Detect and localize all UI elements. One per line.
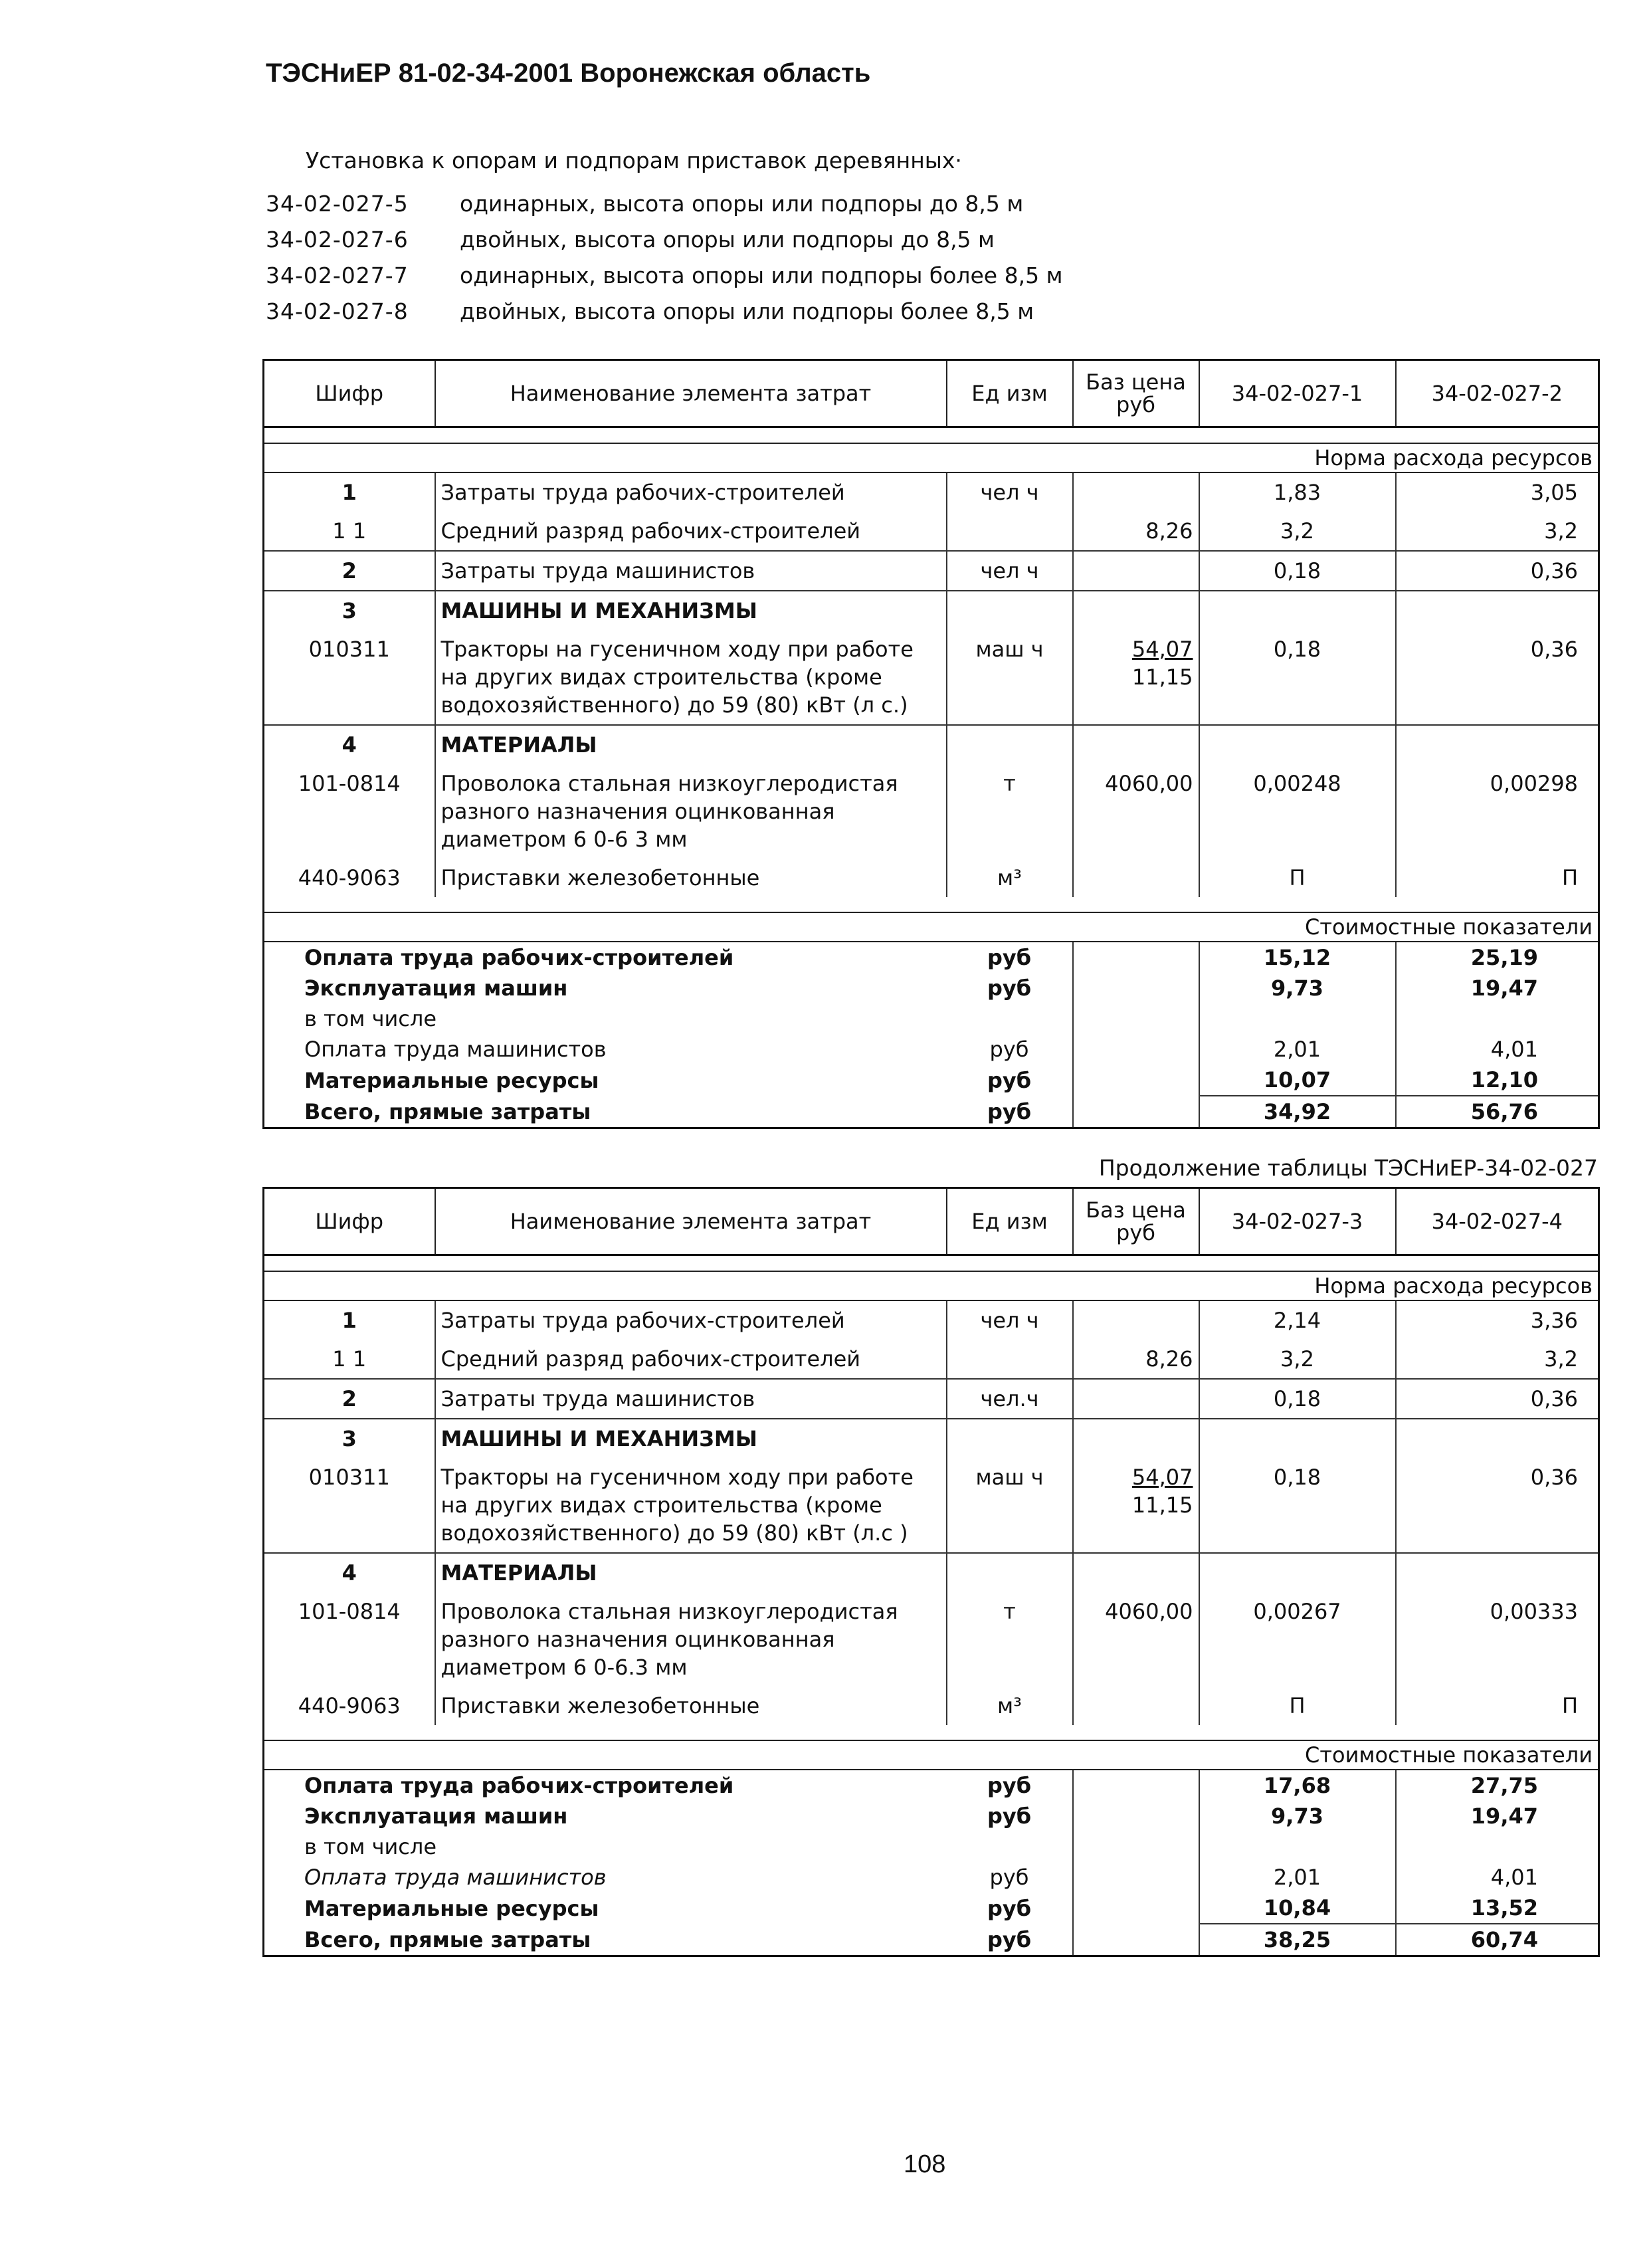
cost-value-b: 4,01 xyxy=(1490,1865,1538,1890)
cost-unit: руб xyxy=(947,1862,1073,1893)
cost-label: Эксплуатация машин xyxy=(304,976,568,1001)
row-price xyxy=(1073,630,1199,725)
header-price-line1: Баз цена xyxy=(1086,369,1186,395)
table-row-section xyxy=(264,591,1599,630)
header-name: Наименование элемента затрат xyxy=(435,1188,947,1255)
row-name: Проволока стальная низкоуглеродистая разного назначения оцинкованная диаметром 6 0-6.3 мм xyxy=(435,1592,947,1687)
row-unit: т xyxy=(947,1592,1073,1687)
section-norms xyxy=(264,443,1599,472)
intro-item xyxy=(266,185,1528,221)
row-name: Средний разряд рабочих-строителей xyxy=(435,1340,947,1379)
table-row-section xyxy=(264,1419,1599,1458)
intro-code: 34-02-027-7 xyxy=(266,262,409,288)
row-price-bottom: 11,15 xyxy=(1131,665,1193,690)
row-unit: маш ч xyxy=(947,630,1073,725)
row-name: Приставки железобетонные xyxy=(435,859,947,897)
cost-value-a: 2,01 xyxy=(1199,1862,1396,1893)
cost-unit: руб xyxy=(947,1065,1073,1096)
cost-value-a: 10,07 xyxy=(1199,1065,1396,1096)
table-row xyxy=(264,630,1599,725)
intro-text: одинарных, высота опоры или подпоры до 8,5 м xyxy=(460,190,1024,217)
cost-value-b: 27,75 xyxy=(1470,1773,1538,1798)
cost-value-b: 60,74 xyxy=(1470,1927,1538,1952)
table-row xyxy=(264,512,1599,551)
row-code: 010311 xyxy=(264,630,435,725)
cost-label: Всего, прямые затраты xyxy=(304,1926,591,1952)
row-price-bottom: 11,15 xyxy=(1131,1493,1193,1518)
cost-label: в том числе xyxy=(304,1834,437,1859)
header-price-line1: Баз цена xyxy=(1086,1197,1186,1223)
cost-value-a: 9,73 xyxy=(1199,1801,1396,1831)
row-name: Проволока стальная низкоуглеродистая разного назначения оцинкованная диаметром 6 0-6 3 мм xyxy=(435,764,947,859)
row-value-a: П xyxy=(1199,1687,1396,1725)
table-row xyxy=(264,859,1599,897)
table-row xyxy=(264,1379,1599,1419)
header-col-a: 34-02-027-3 xyxy=(1199,1188,1396,1255)
header-col-b: 34-02-027-2 xyxy=(1396,360,1599,427)
intro-text: двойных, высота опоры или подпоры более 8,5 м xyxy=(460,298,1034,324)
intro-code: 34-02-027-5 xyxy=(266,190,409,217)
row-value-b: 0,36 xyxy=(1396,1379,1599,1419)
table-row xyxy=(264,764,1599,859)
row-code: 1 1 xyxy=(264,1340,435,1379)
row-code: 101-0814 xyxy=(264,764,435,859)
row-unit: т xyxy=(947,764,1073,859)
cost-row xyxy=(264,942,1599,973)
cost-label: Оплата труда машинистов xyxy=(304,1037,607,1062)
row-value-a: 3,2 xyxy=(1199,1340,1396,1379)
intro-text: одинарных, высота опоры или подпоры более 8,5 м xyxy=(460,262,1063,288)
cost-row xyxy=(264,1034,1599,1065)
header-cipher: Шифр xyxy=(264,1188,435,1255)
cost-row xyxy=(264,1924,1599,1956)
row-value-b: 3,2 xyxy=(1544,518,1578,544)
row-name: Тракторы на гусеничном ходу при работе на других видах строительства (кроме водохозяйственного) до 59 (80) кВт (л.с ) xyxy=(435,1458,947,1553)
row-unit: чел ч xyxy=(947,1300,1073,1340)
cost-row xyxy=(264,1003,1599,1034)
cost-value-a: 2,01 xyxy=(1199,1034,1396,1065)
row-unit: чел ч xyxy=(947,472,1073,512)
row-name: МАШИНЫ И МЕХАНИЗМЫ xyxy=(435,1419,947,1458)
row-value-b: 0,36 xyxy=(1396,551,1599,591)
row-price: 8,26 xyxy=(1073,1340,1199,1379)
intro-item xyxy=(266,221,1528,257)
table-continuation-caption: Продолжение таблицы ТЭСНиЕР-34-02-027 xyxy=(1098,1155,1598,1181)
cost-value-a: 10,84 xyxy=(1199,1893,1396,1924)
row-value-a: 2,14 xyxy=(1199,1300,1396,1340)
cost-row xyxy=(264,1862,1599,1893)
cost-value-b: 25,19 xyxy=(1470,945,1538,970)
cost-value-a: 9,73 xyxy=(1199,973,1396,1003)
row-value-a: 0,18 xyxy=(1199,1379,1396,1419)
table-row xyxy=(264,1300,1599,1340)
cost-row xyxy=(264,1065,1599,1096)
row-price: 4060,00 xyxy=(1073,764,1199,859)
section-norms-label: Норма расхода ресурсов xyxy=(264,1271,1599,1300)
table-header-row xyxy=(264,1188,1599,1255)
cost-row xyxy=(264,1096,1599,1128)
row-value-a: 0,00248 xyxy=(1199,764,1396,859)
row-code: 4 xyxy=(264,725,435,764)
table-row xyxy=(264,472,1599,512)
row-code: 1 xyxy=(264,472,435,512)
row-code: 440-9063 xyxy=(264,859,435,897)
row-price xyxy=(1073,1379,1199,1419)
row-value-b: П xyxy=(1561,865,1578,890)
table-row xyxy=(264,1458,1599,1553)
row-price: 4060,00 xyxy=(1073,1592,1199,1687)
row-code: 101-0814 xyxy=(264,1592,435,1687)
row-name: МАШИНЫ И МЕХАНИЗМЫ xyxy=(435,591,947,630)
row-price xyxy=(1073,1687,1199,1725)
header-col-a: 34-02-027-1 xyxy=(1199,360,1396,427)
cost-value-b: 19,47 xyxy=(1470,976,1538,1001)
page-title: ТЭСНиЕР 81-02-34-2001 Воронежская область xyxy=(266,58,871,88)
cost-value-b: 12,10 xyxy=(1396,1065,1599,1096)
cost-unit: руб xyxy=(947,1924,1073,1956)
row-unit: м³ xyxy=(947,859,1073,897)
row-unit: чел.ч xyxy=(947,1379,1073,1419)
row-value-a: 0,18 xyxy=(1199,1458,1396,1553)
row-code: 4 xyxy=(264,1553,435,1592)
header-base-price xyxy=(1073,1188,1199,1255)
header-price-line2: руб xyxy=(1116,1220,1155,1245)
header-cipher: Шифр xyxy=(264,360,435,427)
row-price: 8,26 xyxy=(1073,512,1199,551)
table-row-section xyxy=(264,1553,1599,1592)
cost-unit: руб xyxy=(947,942,1073,973)
row-name: МАТЕРИАЛЫ xyxy=(435,725,947,764)
row-unit xyxy=(947,1340,1073,1379)
table-row xyxy=(264,1687,1599,1725)
intro-code: 34-02-027-6 xyxy=(266,226,409,253)
table-header-row xyxy=(264,360,1599,427)
row-value-a: 0,18 xyxy=(1199,630,1396,725)
header-name: Наименование элемента затрат xyxy=(435,360,947,427)
row-code: 010311 xyxy=(264,1458,435,1553)
row-price xyxy=(1073,551,1199,591)
cost-unit: руб xyxy=(947,1801,1073,1831)
row-value-a: 1,83 xyxy=(1199,472,1396,512)
cost-label: Оплата труда рабочих-строителей xyxy=(304,945,734,970)
cost-value-a: 17,68 xyxy=(1199,1770,1396,1801)
intro-heading: Установка к опорам и подпорам приставок деревянных· xyxy=(306,148,962,173)
table-row-section xyxy=(264,725,1599,764)
cost-row xyxy=(264,1893,1599,1924)
row-name: Затраты труда рабочих-строителей xyxy=(435,1300,947,1340)
row-name: Затраты труда машинистов xyxy=(435,1379,947,1419)
row-code: 2 xyxy=(264,551,435,591)
row-value-a: 0,18 xyxy=(1199,551,1396,591)
cost-row xyxy=(264,973,1599,1003)
row-price xyxy=(1073,1458,1199,1553)
row-code: 3 xyxy=(264,591,435,630)
row-value-a: 3,2 xyxy=(1199,512,1396,551)
cost-value-b: 13,52 xyxy=(1396,1893,1599,1924)
section-costs xyxy=(264,912,1599,942)
section-costs-label: Стоимостные показатели xyxy=(264,1740,1599,1770)
header-price-line2: руб xyxy=(1116,392,1155,417)
cost-label: Всего, прямые затраты xyxy=(304,1098,591,1124)
row-unit: чел ч xyxy=(947,551,1073,591)
row-price xyxy=(1073,472,1199,512)
table-row xyxy=(264,551,1599,591)
row-value-b: 3,05 xyxy=(1530,480,1578,505)
row-name: Средний разряд рабочих-строителей xyxy=(435,512,947,551)
intro-item xyxy=(266,257,1528,293)
row-value-b: 0,36 xyxy=(1530,1465,1578,1490)
row-price xyxy=(1073,859,1199,897)
cost-label: Оплата труда рабочих-строителей xyxy=(304,1773,734,1798)
section-costs xyxy=(264,1740,1599,1770)
cost-label: Материальные ресурсы xyxy=(304,1895,599,1921)
row-name: Тракторы на гусеничном ходу при работе на других видах строительства (кроме водохозяйственного) до 59 (80) кВт (л с.) xyxy=(435,630,947,725)
row-name: МАТЕРИАЛЫ xyxy=(435,1553,947,1592)
row-value-b: 3,2 xyxy=(1544,1346,1578,1372)
row-value-a: П xyxy=(1199,859,1396,897)
cost-unit: руб xyxy=(947,1770,1073,1801)
cost-value-a: 38,25 xyxy=(1199,1924,1396,1956)
row-value-b: П xyxy=(1561,1693,1578,1718)
header-unit: Ед изм xyxy=(947,360,1073,427)
cost-value-b: 19,47 xyxy=(1470,1804,1538,1829)
header-base-price xyxy=(1073,360,1199,427)
cost-label: Оплата труда машинистов xyxy=(304,1865,607,1890)
cost-label: Эксплуатация машин xyxy=(304,1804,568,1829)
intro-block xyxy=(266,148,1528,329)
section-costs-label: Стоимостные показатели xyxy=(264,912,1599,942)
row-code: 3 xyxy=(264,1419,435,1458)
cost-value-b: 4,01 xyxy=(1490,1037,1538,1062)
section-norms xyxy=(264,1271,1599,1300)
cost-row xyxy=(264,1831,1599,1862)
row-unit: м³ xyxy=(947,1687,1073,1725)
cost-label: в том числе xyxy=(304,1006,437,1031)
cost-row xyxy=(264,1770,1599,1801)
resource-table-1 xyxy=(262,359,1600,1129)
cost-value-a: 34,92 xyxy=(1199,1096,1396,1128)
cost-unit: руб xyxy=(947,973,1073,1003)
row-code: 1 xyxy=(264,1300,435,1340)
row-code: 440-9063 xyxy=(264,1687,435,1725)
cost-row xyxy=(264,1801,1599,1831)
header-col-b: 34-02-027-4 xyxy=(1396,1188,1599,1255)
row-name: Приставки железобетонные xyxy=(435,1687,947,1725)
cost-unit: руб xyxy=(947,1096,1073,1128)
section-norms-label: Норма расхода ресурсов xyxy=(264,443,1599,472)
intro-code: 34-02-027-8 xyxy=(266,298,409,324)
row-value-b: 0,00333 xyxy=(1490,1599,1578,1624)
page-number: 108 xyxy=(904,2150,946,2178)
row-code: 2 xyxy=(264,1379,435,1419)
row-price-top: 54,07 xyxy=(1131,637,1193,662)
table-row xyxy=(264,1340,1599,1379)
header-unit: Ед изм xyxy=(947,1188,1073,1255)
row-value-b: 0,36 xyxy=(1530,637,1578,662)
cost-value-b: 56,76 xyxy=(1470,1099,1538,1124)
cost-value-a: 15,12 xyxy=(1199,942,1396,973)
row-code: 1 1 xyxy=(264,512,435,551)
row-price-top: 54,07 xyxy=(1131,1465,1193,1490)
row-value-b: 0,00298 xyxy=(1490,771,1578,796)
row-value-b: 3,36 xyxy=(1530,1308,1578,1333)
cost-label: Материальные ресурсы xyxy=(304,1067,599,1093)
row-name: Затраты труда машинистов xyxy=(435,551,947,591)
intro-item xyxy=(266,293,1528,329)
row-unit xyxy=(947,512,1073,551)
row-name: Затраты труда рабочих-строителей xyxy=(435,472,947,512)
row-value-a: 0,00267 xyxy=(1199,1592,1396,1687)
cost-unit: руб xyxy=(947,1893,1073,1924)
resource-table-2 xyxy=(262,1187,1600,1957)
row-price xyxy=(1073,1300,1199,1340)
row-unit: маш ч xyxy=(947,1458,1073,1553)
cost-unit: руб xyxy=(947,1034,1073,1065)
intro-text: двойных, высота опоры или подпоры до 8,5 м xyxy=(460,226,995,253)
table-row xyxy=(264,1592,1599,1687)
